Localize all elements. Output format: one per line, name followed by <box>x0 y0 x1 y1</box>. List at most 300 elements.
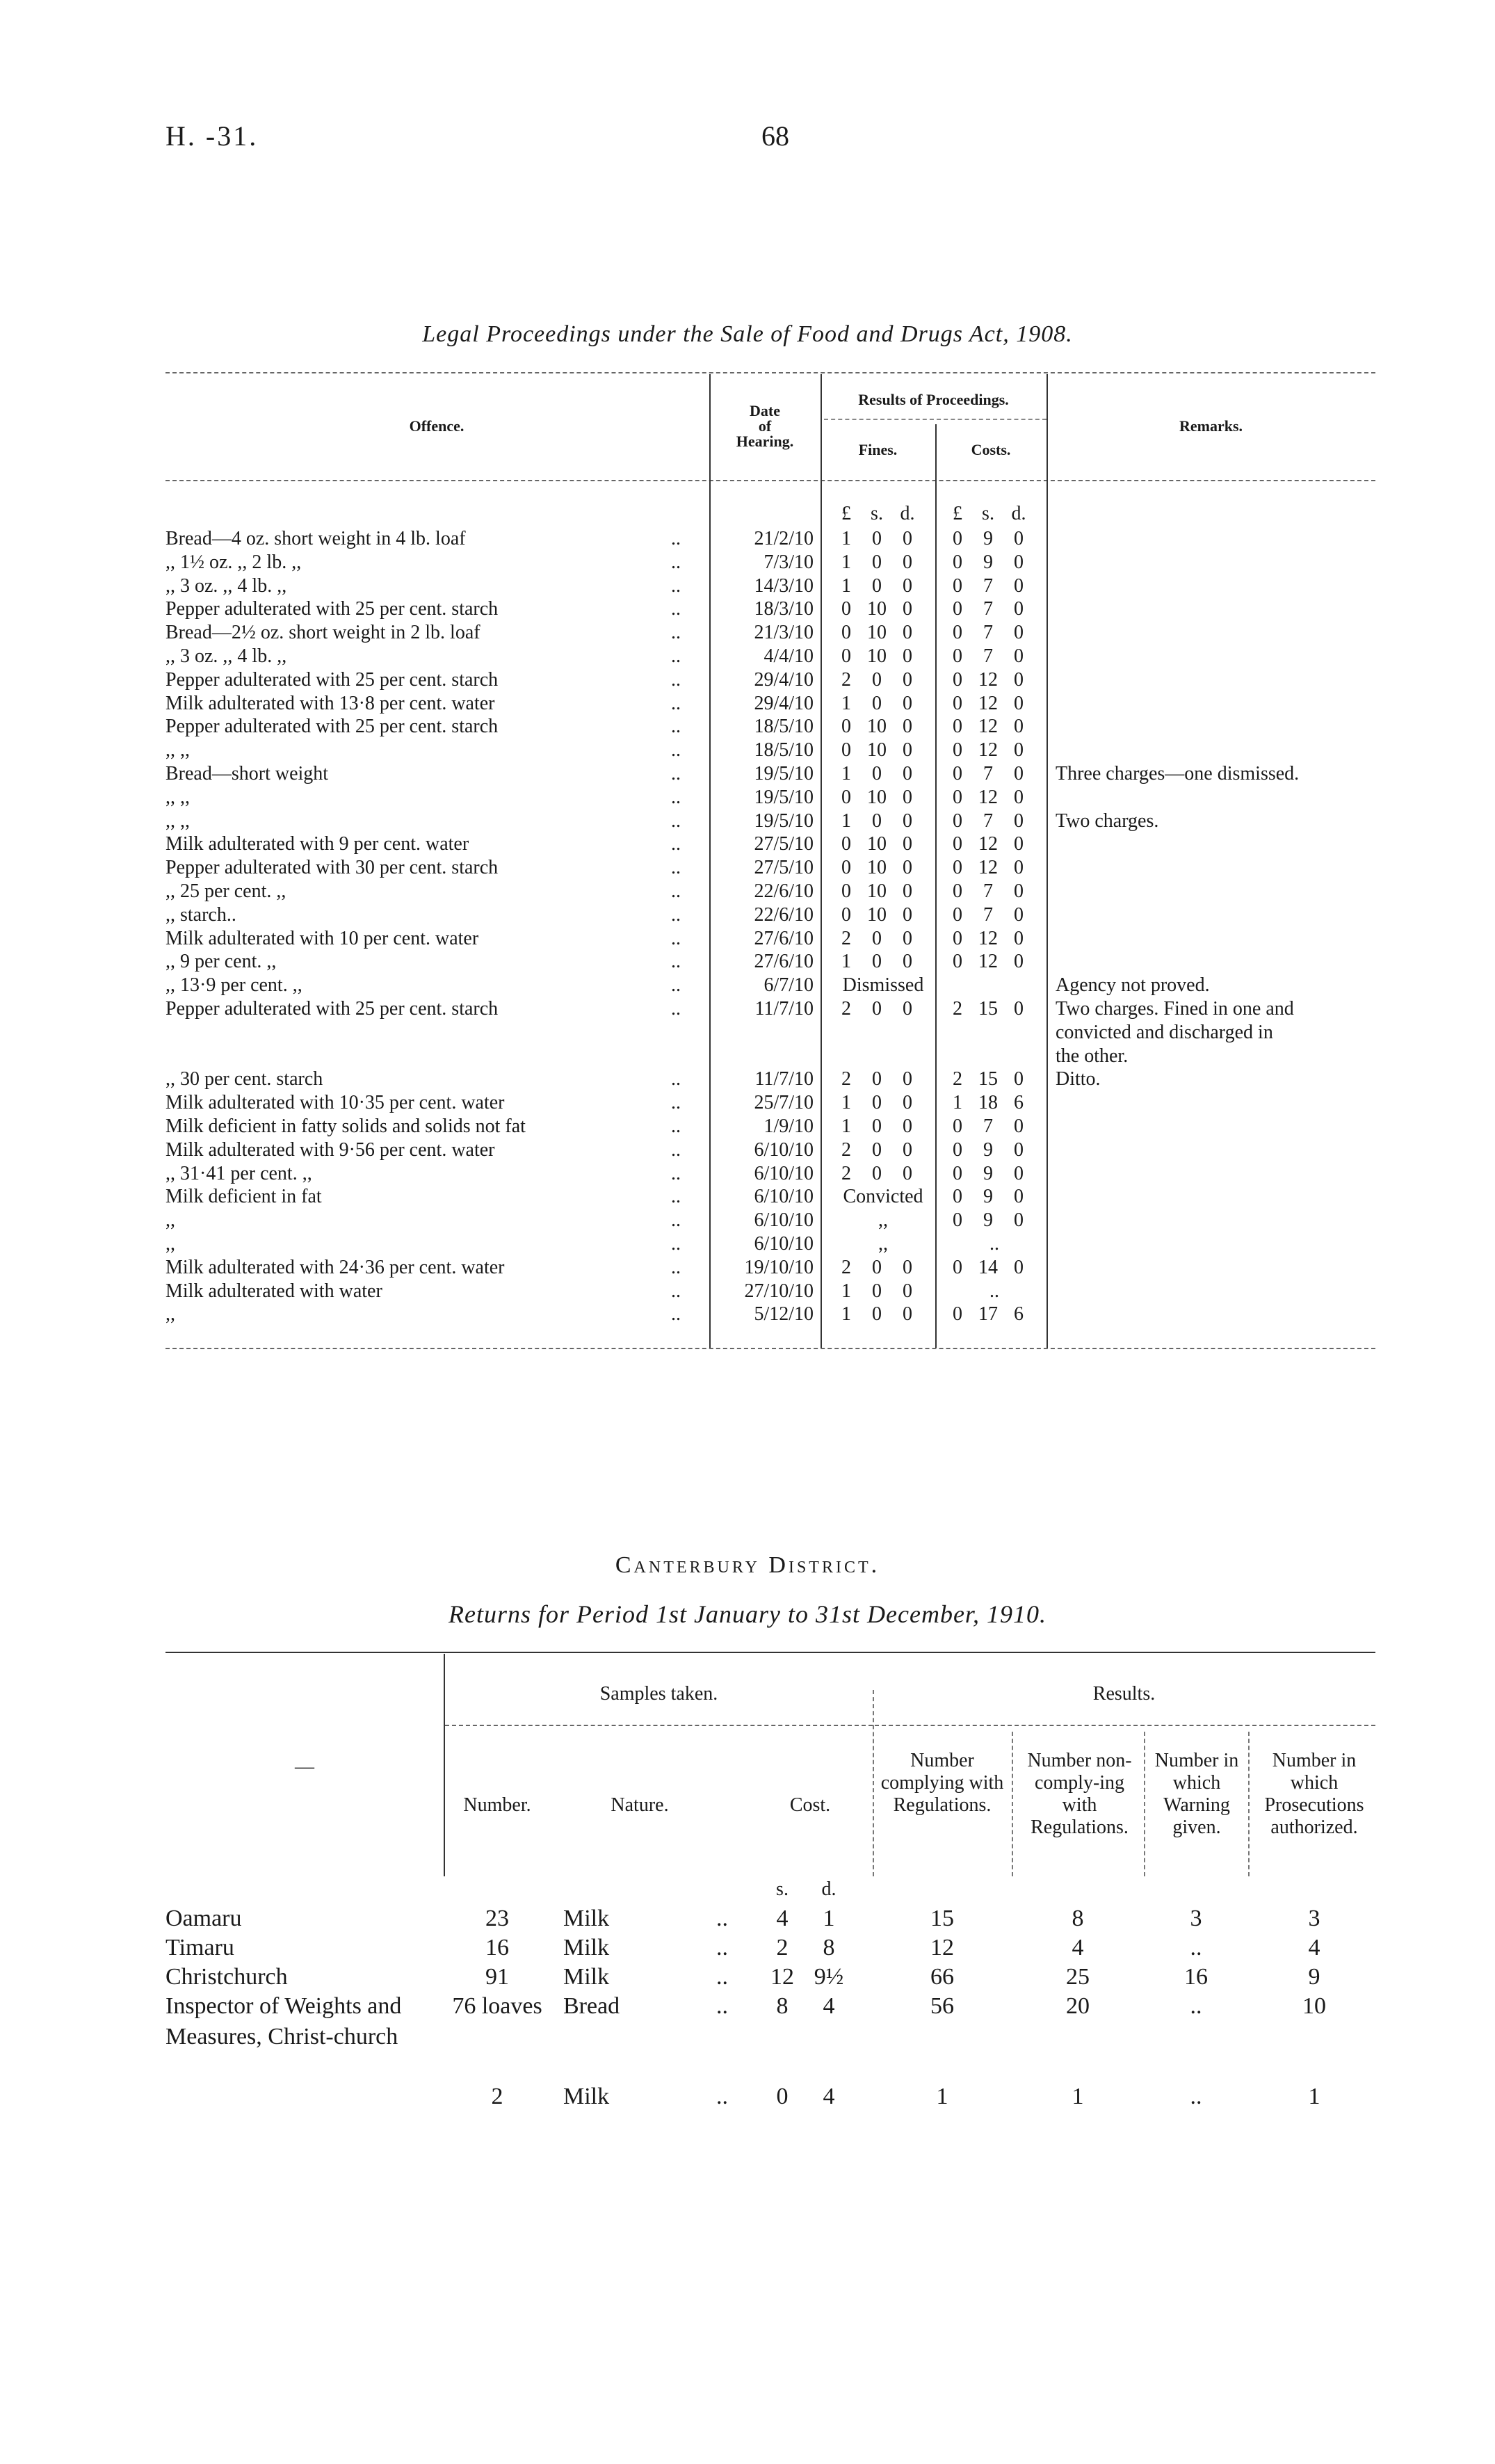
noncomplying-cell: 25 <box>1066 1964 1090 1990</box>
leader-dots: .. <box>671 1233 681 1255</box>
fines-part: 0 <box>841 739 851 762</box>
costs-part: 6 <box>1014 1092 1024 1114</box>
cost-pence-unit: d. <box>821 1878 837 1900</box>
fines-part: 0 <box>841 645 851 667</box>
table-row <box>0 1185 1495 1209</box>
fines-part: 10 <box>867 857 887 879</box>
fines-part: 0 <box>903 528 912 549</box>
leader-dots: .. <box>671 857 681 879</box>
table-row <box>0 1209 1495 1232</box>
costs-part: 0 <box>953 1116 962 1137</box>
fines-cell <box>831 1209 935 1232</box>
date-cell: 25/7/10 <box>754 1092 814 1114</box>
date-header-line1: Date <box>750 402 780 419</box>
complying-cell: 56 <box>930 1993 954 2019</box>
fines-part: 0 <box>903 645 912 667</box>
costs-part: 0 <box>1014 857 1024 879</box>
fines-part: 0 <box>903 1116 912 1137</box>
date-cell: 6/7/10 <box>763 974 814 997</box>
leader-dots: .. <box>716 1935 728 1960</box>
costs-part: 0 <box>1014 1116 1024 1137</box>
leader-dots: .. <box>671 1209 681 1232</box>
fines-part: 0 <box>903 668 912 691</box>
costs-part: 12 <box>978 692 998 714</box>
date-cell: 18/5/10 <box>754 739 814 762</box>
offence-cell: Pepper adulterated with 25 per cent. starch <box>165 998 499 1020</box>
costs-part: 9 <box>983 551 993 573</box>
fines-part: 0 <box>903 1092 912 1114</box>
offence-cell: ,, 9 per cent. ,, <box>165 951 277 973</box>
fines-part: 0 <box>903 927 912 949</box>
number-cell: 91 <box>485 1964 509 1990</box>
leader-dots: .. <box>716 1906 728 1931</box>
costs-cell <box>942 621 1046 645</box>
offence-cell: ,, <box>165 1233 175 1255</box>
costs-part: 0 <box>1014 1256 1024 1278</box>
table1-top-rule <box>165 372 1375 373</box>
costs-part: 9 <box>983 1162 993 1184</box>
fines-text: Convicted <box>843 1186 923 1208</box>
costs-part: 1 <box>953 1092 962 1114</box>
fines-cell <box>831 810 935 833</box>
date-cell: 7/3/10 <box>763 551 814 573</box>
nature-cell: Milk <box>563 1906 610 1931</box>
offence-cell: ,, 30 per cent. starch <box>165 1068 323 1090</box>
leader-dots: .. <box>671 833 681 855</box>
fines-cell <box>831 1138 935 1162</box>
costs-part: 0 <box>1014 1186 1024 1208</box>
fines-cell <box>831 1280 935 1303</box>
offence-cell: ,, 3 oz. ,, 4 lb. ,, <box>165 574 287 597</box>
fines-part: 10 <box>867 739 887 762</box>
leader-dots: .. <box>671 1303 681 1326</box>
offence-cell: Milk adulterated with 10·35 per cent. water <box>165 1092 505 1114</box>
cost-shillings-cell: 4 <box>776 1906 789 1931</box>
table1-results-rule <box>824 419 1046 420</box>
nature-cell: Milk <box>563 1964 610 1990</box>
costs-part: 0 <box>953 551 962 573</box>
offence-cell: Bread—short weight <box>165 763 329 784</box>
costs-part: 7 <box>983 598 993 620</box>
costs-part: 9 <box>983 528 993 549</box>
costs-part: 0 <box>953 903 962 926</box>
remarks-cell: Two charges. <box>1056 810 1159 832</box>
offence-cell: Milk adulterated with 24·36 per cent. water <box>165 1256 505 1278</box>
number-cell: 2 <box>491 2084 503 2109</box>
leader-dots: .. <box>671 645 681 667</box>
complying-cell: 1 <box>936 2084 948 2109</box>
table-row <box>0 527 1495 551</box>
costs-cell <box>942 927 1046 951</box>
costs-part: 0 <box>1014 1068 1024 1090</box>
samples-taken-header: Samples taken. <box>599 1683 718 1705</box>
leader-dots: .. <box>671 1116 681 1137</box>
fines-part: 0 <box>841 833 851 855</box>
costs-part: 0 <box>953 739 962 762</box>
noncomplying-cell: 1 <box>1072 2084 1084 2109</box>
costs-part: 0 <box>953 1303 962 1326</box>
cost-shillings-cell: 2 <box>776 1935 789 1960</box>
prosecutions-cell: 1 <box>1308 2084 1320 2109</box>
fines-part: 10 <box>867 833 887 855</box>
date-cell: 14/3/10 <box>754 574 814 597</box>
fines-cell <box>831 574 935 598</box>
fines-part: 0 <box>872 763 882 784</box>
costs-part: 0 <box>953 598 962 620</box>
table2-samples-rule <box>445 1725 873 1726</box>
fines-cell <box>831 692 935 716</box>
costs-part: 0 <box>1014 1209 1024 1232</box>
fines-part: 0 <box>903 716 912 738</box>
cost-pence-cell: 1 <box>823 1906 835 1931</box>
costs-part: 0 <box>1014 927 1024 949</box>
costs-part: 6 <box>1014 1303 1024 1326</box>
fines-part: 0 <box>872 1092 882 1114</box>
fines-cell <box>831 1091 935 1115</box>
table2-title: Returns for Period 1st January to 31st December, 1910. <box>448 1600 1046 1628</box>
costs-text: .. <box>989 1233 999 1255</box>
fines-cell <box>831 832 935 856</box>
offence-cell: ,, 25 per cent. ,, <box>165 880 286 902</box>
fines-part: 0 <box>872 998 882 1020</box>
costs-part: 0 <box>953 927 962 949</box>
fines-part: 0 <box>841 903 851 926</box>
fines-cell <box>831 880 935 903</box>
table-row <box>0 974 1495 997</box>
costs-cell <box>942 715 1046 739</box>
offence-cell: ,, ,, <box>165 810 190 832</box>
fines-part: 0 <box>872 1068 882 1090</box>
costs-part: 0 <box>1014 903 1024 926</box>
costs-part: 0 <box>953 1209 962 1232</box>
fines-part: 0 <box>903 1068 912 1090</box>
costs-pence-unit: d. <box>1011 503 1026 524</box>
costs-cell <box>942 1232 1046 1256</box>
nature-header: Nature. <box>611 1794 669 1816</box>
fines-cell <box>831 527 935 551</box>
fines-part: 0 <box>903 1256 912 1278</box>
costs-part: 0 <box>953 622 962 644</box>
costs-cell <box>942 1115 1046 1138</box>
date-cell: 18/5/10 <box>754 716 814 738</box>
fines-part: 0 <box>872 668 882 691</box>
fines-part: 0 <box>903 998 912 1020</box>
table-row <box>0 950 1495 974</box>
costs-part: 15 <box>978 998 998 1020</box>
offence-cell: Pepper adulterated with 25 per cent. starch <box>165 716 499 738</box>
fines-part: 10 <box>867 645 887 667</box>
costs-part: 0 <box>1014 692 1024 714</box>
offence-cell: Bread—4 oz. short weight in 4 lb. loaf <box>165 528 466 549</box>
costs-part: 0 <box>953 951 962 973</box>
costs-part: 0 <box>1014 810 1024 832</box>
table2-divider-2 <box>1012 1732 1013 1876</box>
costs-part: 0 <box>1014 574 1024 597</box>
offence-cell: Milk adulterated with 13·8 per cent. water <box>165 692 495 714</box>
costs-part: 0 <box>1014 551 1024 573</box>
complying-cell: 12 <box>930 1935 954 1960</box>
date-cell: 6/10/10 <box>754 1162 814 1184</box>
cost-pence-cell: 9½ <box>814 1964 844 1990</box>
fines-cell <box>831 950 935 974</box>
fines-cell <box>831 1185 935 1209</box>
remarks-cell: Ditto. <box>1056 1068 1101 1090</box>
costs-part: 7 <box>983 763 993 784</box>
date-cell: 11/7/10 <box>754 998 814 1020</box>
fines-part: 1 <box>841 1092 851 1114</box>
table1-bottom-rule <box>165 1348 1375 1349</box>
fines-part: 0 <box>903 1138 912 1161</box>
leader-dots: .. <box>671 574 681 597</box>
warning-cell: 16 <box>1184 1964 1208 1990</box>
nature-cell: Milk <box>563 1935 610 1960</box>
offence-cell: Bread—2½ oz. short weight in 2 lb. loaf <box>165 622 480 644</box>
costs-cell <box>942 692 1046 716</box>
leader-dots: .. <box>671 998 681 1020</box>
fines-part: 0 <box>872 1280 882 1302</box>
table-row <box>0 786 1495 810</box>
costs-part: 0 <box>1014 951 1024 973</box>
table-row <box>0 997 1495 1021</box>
date-cell: 22/6/10 <box>754 903 814 926</box>
fines-part: 0 <box>872 951 882 973</box>
costs-part: 15 <box>978 1068 998 1090</box>
number-header: Number. <box>463 1794 531 1816</box>
fines-part: 0 <box>903 551 912 573</box>
fines-cell <box>831 856 935 880</box>
date-cell: 21/3/10 <box>754 622 814 644</box>
warning-cell: .. <box>1190 1935 1202 1960</box>
costs-part: 0 <box>953 645 962 667</box>
fines-part: 0 <box>903 739 912 762</box>
fines-text: ,, <box>878 1233 888 1255</box>
date-cell: 4/4/10 <box>763 645 814 667</box>
leader-dots: .. <box>671 739 681 762</box>
costs-part: 0 <box>1014 763 1024 784</box>
fines-part: 0 <box>903 903 912 926</box>
costs-part: 7 <box>983 1116 993 1137</box>
fines-cell <box>831 645 935 668</box>
fines-part: 0 <box>872 528 882 549</box>
table2-top-rule <box>165 1652 1375 1653</box>
noncomplying-cell: 20 <box>1066 1993 1090 2019</box>
costs-cell <box>942 739 1046 762</box>
cost-header: Cost. <box>789 1794 831 1816</box>
date-cell: 18/3/10 <box>754 598 814 620</box>
costs-cell <box>942 1068 1046 1091</box>
leader-dots: .. <box>671 668 681 691</box>
leader-dots: .. <box>671 1138 681 1161</box>
costs-part: 0 <box>953 1162 962 1184</box>
leader-dots: .. <box>671 622 681 644</box>
fines-part: 1 <box>841 574 851 597</box>
costs-cell <box>942 574 1046 598</box>
fines-cell <box>831 551 935 574</box>
fines-part: 0 <box>903 622 912 644</box>
costs-part: 0 <box>953 763 962 784</box>
leader-dots: .. <box>671 927 681 949</box>
leader-dots: .. <box>671 692 681 714</box>
costs-part: 7 <box>983 903 993 926</box>
prosecutions-cell: 10 <box>1302 1993 1326 2019</box>
costs-part: 18 <box>978 1092 998 1114</box>
fines-cell <box>831 974 935 997</box>
offence-cell: Milk adulterated with 10 per cent. water <box>165 927 479 949</box>
date-cell: 27/5/10 <box>754 857 814 879</box>
costs-part: 7 <box>983 810 993 832</box>
fines-part: 1 <box>841 1116 851 1137</box>
leader-dots: .. <box>671 903 681 926</box>
costs-cell <box>942 1303 1046 1326</box>
district-title: Canterbury District. <box>615 1552 880 1578</box>
leader-dots: .. <box>671 951 681 973</box>
date-cell: 19/5/10 <box>754 763 814 784</box>
fines-part: 0 <box>903 574 912 597</box>
table-row <box>0 927 1495 951</box>
table-row <box>0 1115 1495 1138</box>
date-cell: 27/10/10 <box>744 1280 814 1302</box>
fines-header: Fines. <box>858 441 898 458</box>
costs-cell <box>942 880 1046 903</box>
noncomplying-cell: 4 <box>1072 1935 1084 1960</box>
warning-cell: .. <box>1190 1993 1202 2019</box>
offence-cell: Milk adulterated with 9·56 per cent. water <box>165 1138 495 1161</box>
offence-cell: ,, 1½ oz. ,, 2 lb. ,, <box>165 551 302 573</box>
costs-part: 0 <box>1014 998 1024 1020</box>
costs-cell <box>942 950 1046 974</box>
leader-dots: .. <box>671 880 681 902</box>
fines-part: 0 <box>903 598 912 620</box>
costs-part: 0 <box>953 1186 962 1208</box>
fines-cell <box>831 739 935 762</box>
table-row <box>0 1162 1495 1186</box>
fines-part: 2 <box>841 1162 851 1184</box>
table-row <box>0 692 1495 716</box>
fines-part: 0 <box>903 786 912 808</box>
cost-pence-cell: 8 <box>823 1935 835 1960</box>
costs-part: 0 <box>1014 645 1024 667</box>
offence-cell: Milk adulterated with 9 per cent. water <box>165 833 469 855</box>
offence-cell: ,, <box>165 1209 175 1232</box>
district-cell: Christchurch <box>165 1964 288 1990</box>
leader-dots: .. <box>716 2084 728 2109</box>
costs-cell <box>942 810 1046 833</box>
date-cell: 22/6/10 <box>754 880 814 902</box>
table-row <box>0 1280 1495 1303</box>
costs-cell <box>942 1256 1046 1280</box>
fines-cell <box>831 597 935 621</box>
fines-part: 1 <box>841 692 851 714</box>
table-row <box>0 856 1495 880</box>
fines-part: 10 <box>867 716 887 738</box>
leader-dots: .. <box>716 1993 728 2019</box>
costs-part: 0 <box>1014 739 1024 762</box>
costs-part: 0 <box>1014 833 1024 855</box>
table1-title: Legal Proceedings under the Sale of Food and Drugs Act, 1908. <box>422 321 1073 347</box>
fines-cell <box>831 1162 935 1186</box>
fines-part: 10 <box>867 598 887 620</box>
costs-part: 12 <box>978 927 998 949</box>
fines-part: 10 <box>867 903 887 926</box>
table-row <box>0 574 1495 598</box>
date-cell: 29/4/10 <box>754 668 814 691</box>
costs-cell <box>942 1185 1046 1209</box>
date-cell: 6/10/10 <box>754 1138 814 1161</box>
costs-part: 12 <box>978 833 998 855</box>
leader-dots: .. <box>671 763 681 784</box>
costs-part: 7 <box>983 574 993 597</box>
fines-part: 1 <box>841 810 851 832</box>
results-group-header: Results. <box>1092 1683 1156 1705</box>
offence-cell: ,, ,, <box>165 739 190 762</box>
table-row <box>0 762 1495 786</box>
cost-shillings-cell: 8 <box>776 1993 789 2019</box>
noncomplying-header: Number non-comply-ing with Regulations. <box>1027 1750 1132 1838</box>
fines-part: 1 <box>841 551 851 573</box>
table-row <box>0 1068 1495 1091</box>
table-row <box>0 1256 1495 1280</box>
number-cell: 16 <box>485 1935 509 1960</box>
date-cell: 19/10/10 <box>744 1256 814 1278</box>
cost-pence-cell: 4 <box>823 1993 835 2019</box>
costs-cell <box>942 1209 1046 1232</box>
nature-cell: Milk <box>563 2084 610 2109</box>
costs-cell <box>942 832 1046 856</box>
fines-pence-unit: d. <box>900 503 915 524</box>
costs-part: 0 <box>1014 786 1024 808</box>
offence-cell: ,, starch.. <box>165 903 236 926</box>
costs-cell <box>942 786 1046 810</box>
table2-results-rule <box>875 1725 1375 1726</box>
fines-text: ,, <box>878 1209 888 1232</box>
fines-cell <box>831 903 935 927</box>
fines-shilling-unit: s. <box>871 503 883 524</box>
costs-cell <box>942 997 1046 1021</box>
complying-cell: 66 <box>930 1964 954 1990</box>
offence-cell: Milk adulterated with water <box>165 1280 382 1302</box>
costs-part: 2 <box>953 1068 962 1090</box>
fines-cell <box>831 1115 935 1138</box>
cost-shilling-unit: s. <box>776 1878 789 1900</box>
fines-part: 0 <box>903 951 912 973</box>
fines-part: 0 <box>841 857 851 879</box>
warning-cell: .. <box>1190 2084 1202 2109</box>
costs-part: 14 <box>978 1256 998 1278</box>
fines-part: 10 <box>867 622 887 644</box>
fines-cell <box>831 762 935 786</box>
fines-part: 0 <box>841 716 851 738</box>
date-cell: 27/6/10 <box>754 927 814 949</box>
fines-part: 0 <box>872 1256 882 1278</box>
table-row <box>0 597 1495 621</box>
fines-part: 0 <box>903 1280 912 1302</box>
table-row <box>0 832 1495 856</box>
fines-cell <box>831 1068 935 1091</box>
costs-part: 0 <box>1014 1138 1024 1161</box>
costs-cell <box>942 527 1046 551</box>
fines-part: 0 <box>872 1162 882 1184</box>
table-row <box>0 668 1495 692</box>
costs-part: 7 <box>983 645 993 667</box>
remarks-cell: Agency not proved. <box>1056 974 1210 997</box>
costs-part: 0 <box>1014 598 1024 620</box>
fines-part: 1 <box>841 528 851 549</box>
costs-part: 0 <box>953 880 962 902</box>
fines-part: 0 <box>903 833 912 855</box>
costs-cell <box>942 762 1046 786</box>
fines-cell <box>831 715 935 739</box>
costs-cell <box>942 1091 1046 1115</box>
